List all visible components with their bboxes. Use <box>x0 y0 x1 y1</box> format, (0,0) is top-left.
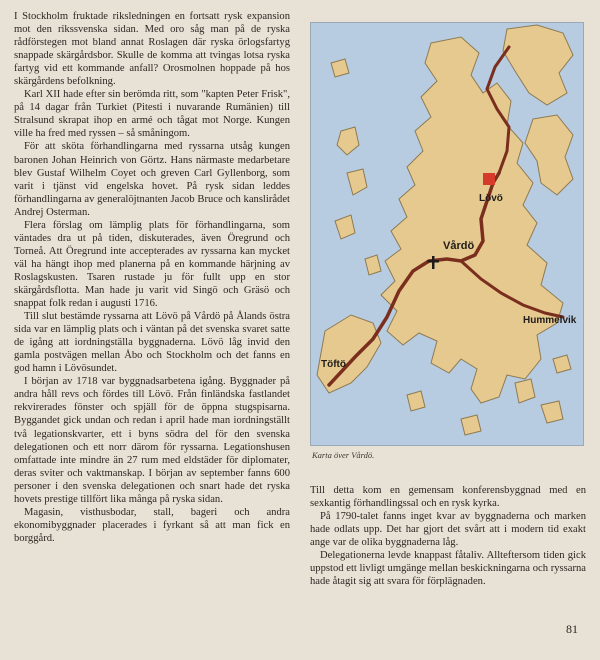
paragraph: I början av 1718 var byggnadsarbetena igång. Byggnader på andra håll revs och fördes till Lövö. Från finländska fastlandet rekvirerades fönster och spjäll för de öppna stugspisarna. Byggandet gick undan och redan i april hade man iordningställt två legationskvarter, ett i byns södra del för den svenska delegationen och ett norr därom för ryssarna. Legationshusen omfattade inte mindre än 27 rum med eldstäder för diplomater, deras sviter och vaktmanskap. I början av september fanns 600 personer i den svenska delegationen och snart hade det ryska hovets prestige tillfört lika många på ryska sidan. <box>14 376 290 505</box>
paragraph: På 1790-talet fanns inget kvar av byggnaderna och marken hade odlats upp. Det har gjort det svårt att i modern tid exakt ange var de olika byggnaderna låg. <box>310 511 586 549</box>
map-islet <box>461 415 481 435</box>
vardo-map <box>310 22 584 446</box>
paragraph: För att sköta förhandlingarna med ryssarna utsåg kungen baronen Johan Heinrich von Görtz. Hans närmaste medarbetare blev Gustaf Wilhelm Coyet och greven Carl Gyllenborg, som varit i tjänst vid engelska hovet. På rysk sidan leddes förhandlingarna av generalöjtnanten Jacob Bruce och kanslirådet Andrej Osterman. <box>14 141 290 218</box>
lovo-marker-icon <box>483 173 495 185</box>
map-caption: Karta över Vårdö. <box>312 450 375 460</box>
map-label-hummelvik: Hummelvik <box>523 315 577 326</box>
map-label-vardo: Vårdö <box>443 240 475 252</box>
paragraph: Karl XII hade efter sin berömda ritt, som "kapten Peter Frisk", på 14 dagar från Turkiet (Pitesti i nuvarande Rumänien) till Stralsund skrapat ihop en armé och tågat mot Norge. Kungen ville ha fred med ryssen – så småningom. <box>14 89 290 140</box>
paragraph: Magasin, visthusbodar, stall, bageri och andra ekonomibyggnader placerades i fyrkant så att man fick en borggård. <box>14 506 290 544</box>
map-label-lovo: Lövö <box>479 193 503 204</box>
left-text-column <box>14 10 290 545</box>
paragraph: Flera förslag om lämplig plats för förhandlingarna, som väntades dra ut på tiden, diskuterades, även Öregrund och Torneå. Att Öregrund inte accepterades av ryssarna kan mycket väl ha hängt ihop med planerna på en kommande härjning av Roslagskusten. Tsaren rustade ju för fullt upp en stor skärgårdsflotta. Man hade ju varit vid Singö och Gräsö och snappat folk redan i augusti 1716. <box>14 219 290 310</box>
paragraph: Till slut bestämde ryssarna att Lövö på Vårdö på Ålands östra sida var en lämplig plats och i väntan på det svenska svaret satte de igång att iordningställa byggnaderna. Lövö låg invid den gamla postvägen mellan Åbo och Stockholm och det fanns en god hamn i Lövösundet. <box>14 311 290 375</box>
paragraph: Delegationerna levde knappast fåtaliv. Allteftersom tiden gick uppstod ett livligt umgänge mellan beskickningarna och ryssarna hade åtagit sig att svara för förplägnaden. <box>310 550 586 588</box>
map-label-tofto: Töftö <box>321 359 346 370</box>
paragraph: Till detta kom en gemensam konferensbyggnad med en sexkantig förhandlingssal och en rysk kyrka. <box>310 485 586 510</box>
page-number: 81 <box>566 622 578 636</box>
right-text-column <box>310 484 586 588</box>
paragraph: I Stockholm fruktade riksledningen en fortsatt rysk expansion mot den rikssvenska sidan. Med oro såg man på de ryska rådförstegen mot bland annat Roslagen där ryska örlogsfartyg snappade skärgårdsbor. Skulle de komma att tvingas lotsa ryska fartyg vid ett kommande anfall? Orosmolnen hoppade på hos skärgårdens befolkning. <box>14 11 290 88</box>
